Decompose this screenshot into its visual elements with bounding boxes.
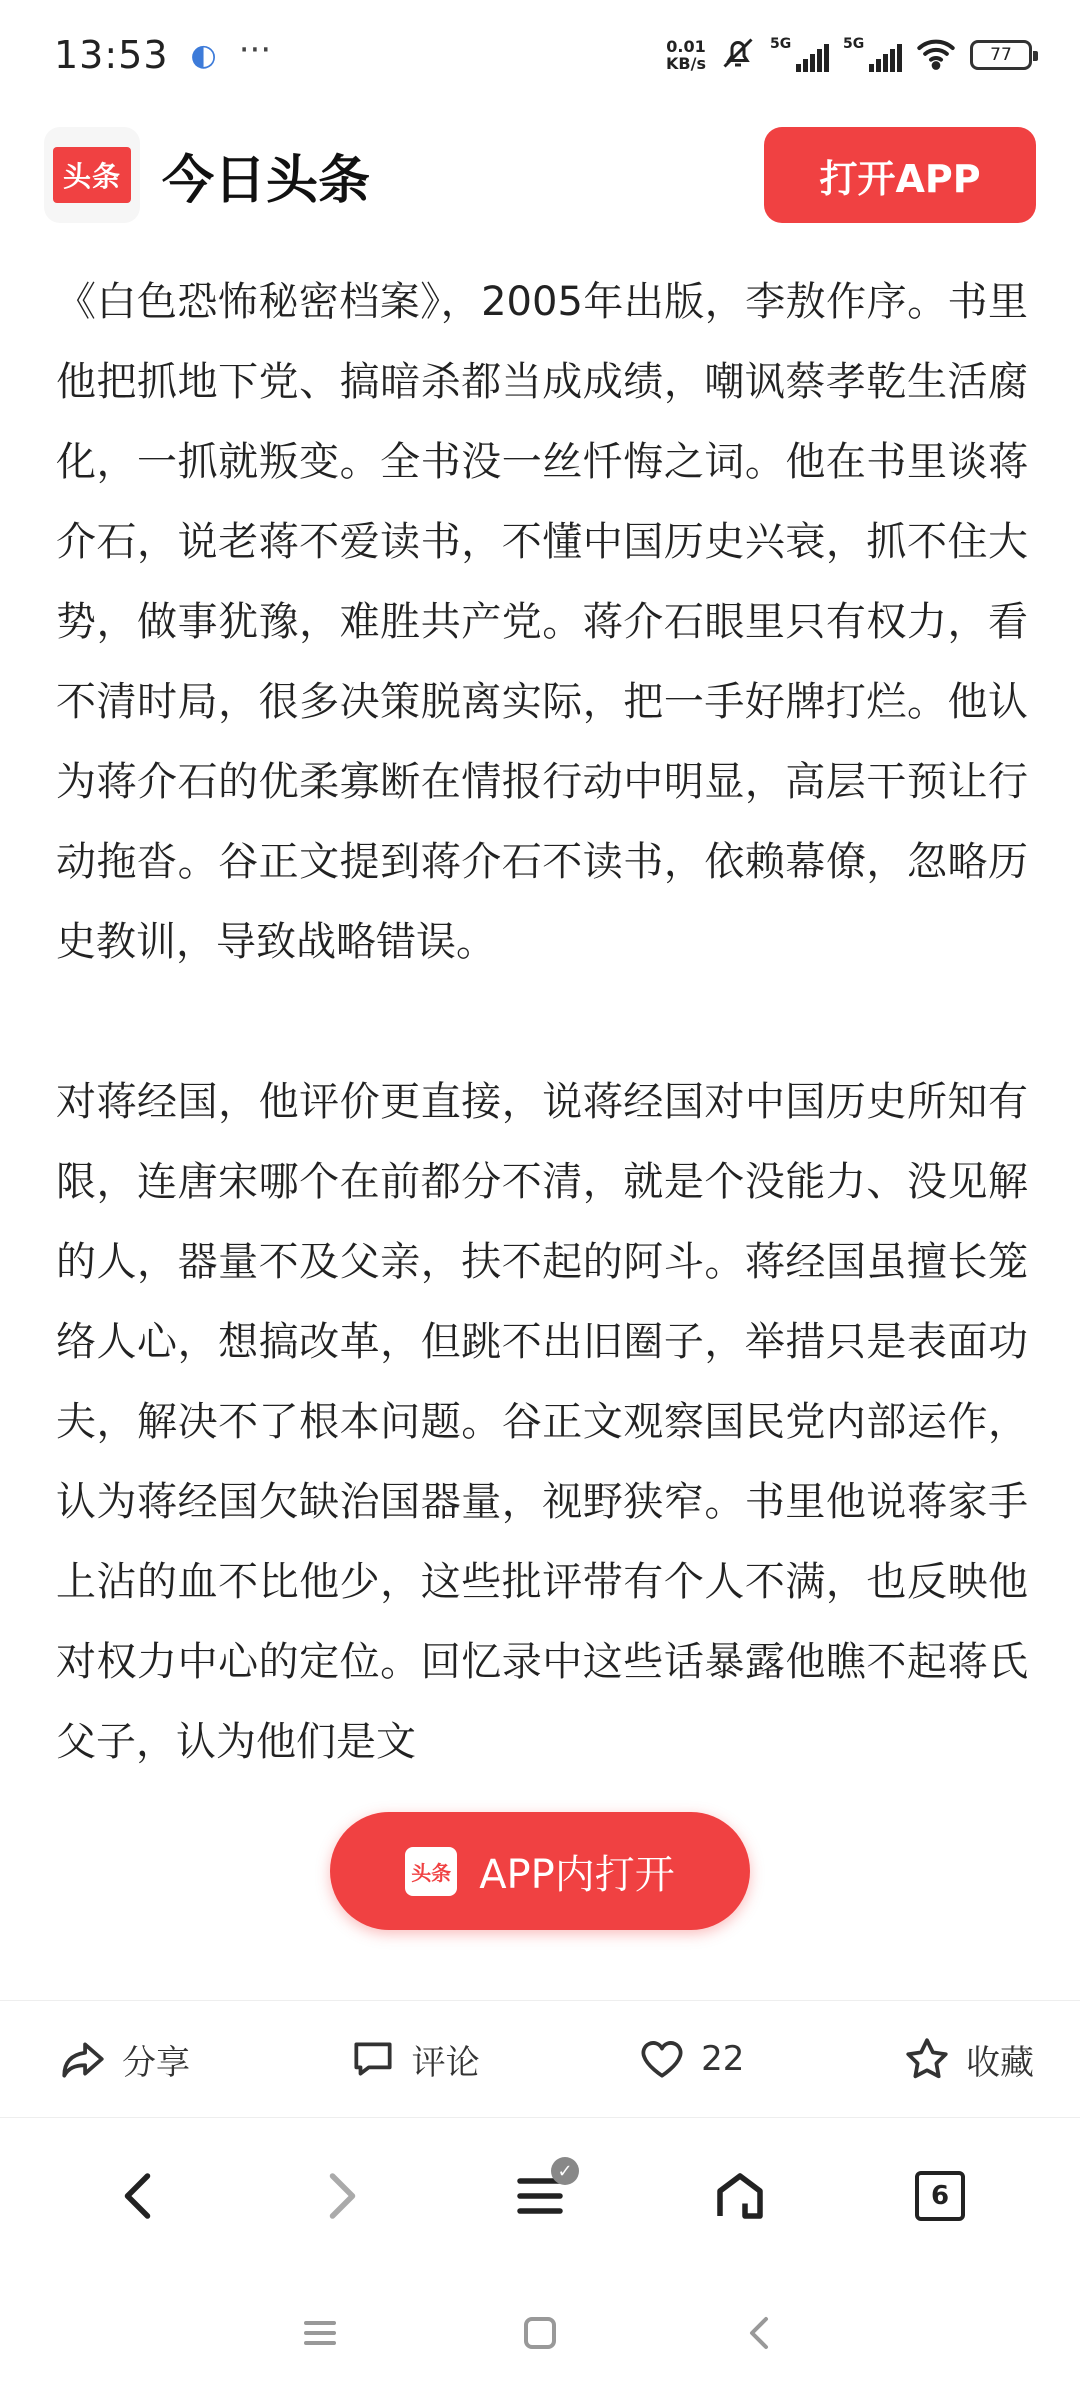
signal-label-2: 5G bbox=[843, 36, 865, 52]
system-home-button[interactable] bbox=[516, 2309, 564, 2361]
article-paragraph-1: 《白色恐怖秘密档案》，2005年出版，李敖作序。书里他把抓地下党、搞暗杀都当成成绩，嘲讽蔡孝乾生活腐化，一抓就叛变。全书没一丝忏悔之词。他在书里谈蒋介石，说老蒋不爱读书，不懂中国历史兴衰，抓不住大势，做事犹豫，难胜共产党。蒋介石眼里只有权力，看不清时局，很多决策脱离实际，把一手好牌打烂。他认为蒋介石的优柔寡断在情报行动中明显，高层干预让行动拖沓。谷正文提到蒋介石不读书，依赖幕僚，忽略历史教训，导致战略错误。 bbox=[56, 279, 1028, 965]
system-back-button[interactable] bbox=[736, 2309, 784, 2361]
open-in-app-floating-button[interactable] bbox=[330, 1812, 750, 1930]
float-logo-icon: 头条 bbox=[405, 1847, 457, 1896]
recent-apps-icon bbox=[296, 2309, 344, 2357]
article-body bbox=[56, 262, 1028, 1992]
comment-button[interactable] bbox=[348, 2034, 480, 2084]
chevron-left-icon bbox=[110, 2166, 170, 2226]
article-paragraph-2: 对蒋经国，他评价更直接，说蒋经国对中国历史所知有限，连唐宋哪个在前都分不清，就是个没能力、没见解的人，器量不及父亲，扶不起的阿斗。蒋经国虽擅长笼络人心，想搞改革，但跳不出旧圈子，举措只是表面功夫，解决不了根本问题。谷正文观察国民党内部运作，认为蒋经国欠缺治国器量，视野狭窄。书里他说蒋家手上沾的血不比他少，这些批评带有个人不满，也反映他对权力中心的定位。回忆录中这些话暴露他瞧不起蒋氏父子，认为他们是文 bbox=[56, 1079, 1028, 1765]
chevron-right-icon bbox=[310, 2166, 370, 2226]
star-icon bbox=[902, 2034, 952, 2084]
signal-icon-2 bbox=[843, 38, 902, 72]
toutiao-logo[interactable] bbox=[44, 127, 140, 223]
status-bar bbox=[0, 0, 1080, 110]
forward-button[interactable] bbox=[295, 2151, 385, 2241]
system-nav-bar bbox=[0, 2270, 1080, 2400]
comment-icon bbox=[348, 2034, 398, 2084]
comment-label: 评论 bbox=[411, 2042, 480, 2083]
share-icon bbox=[58, 2034, 108, 2084]
status-time: 13:53 bbox=[54, 33, 169, 77]
favorite-button[interactable] bbox=[902, 2034, 1034, 2084]
signal-label-1: 5G bbox=[770, 36, 792, 52]
browser-nav-bar bbox=[0, 2126, 1080, 2266]
menu-button[interactable] bbox=[495, 2151, 585, 2241]
like-count: 22 bbox=[701, 2039, 745, 2079]
mute-icon bbox=[720, 35, 756, 75]
battery-level: 77 bbox=[990, 45, 1012, 65]
signal-icon-1 bbox=[770, 38, 829, 72]
network-speed-value: 0.01 bbox=[666, 37, 706, 56]
brand-name: 今日头条 bbox=[162, 150, 371, 211]
open-app-button[interactable]: 打开APP bbox=[764, 127, 1036, 223]
tabs-button[interactable] bbox=[895, 2151, 985, 2241]
logo-text: 头条 bbox=[53, 147, 131, 203]
status-left bbox=[54, 30, 272, 77]
check-badge-icon: ✓ bbox=[551, 2157, 579, 2185]
wifi-icon bbox=[916, 36, 956, 74]
back-button[interactable] bbox=[95, 2151, 185, 2241]
float-button-label: APP内打开 bbox=[479, 1851, 675, 1898]
heart-icon bbox=[637, 2034, 687, 2084]
share-button[interactable] bbox=[58, 2034, 190, 2084]
tab-count: 6 bbox=[915, 2171, 965, 2221]
home-icon bbox=[710, 2166, 770, 2226]
battery-icon bbox=[970, 40, 1032, 70]
square-home-icon bbox=[516, 2309, 564, 2357]
action-bar bbox=[0, 2000, 1080, 2118]
system-back-icon bbox=[736, 2309, 784, 2357]
more-notifications-icon: ··· bbox=[238, 30, 272, 70]
share-label: 分享 bbox=[122, 2042, 190, 2083]
network-speed bbox=[666, 38, 706, 72]
notification-app-icon: ◐ bbox=[190, 37, 217, 73]
home-button[interactable] bbox=[695, 2151, 785, 2241]
status-right bbox=[666, 35, 1032, 75]
recent-apps-button[interactable] bbox=[296, 2309, 344, 2361]
app-header bbox=[0, 120, 1080, 230]
network-speed-unit: KB/s bbox=[666, 54, 706, 73]
favorite-label: 收藏 bbox=[966, 2042, 1034, 2083]
like-button[interactable] bbox=[637, 2034, 744, 2084]
